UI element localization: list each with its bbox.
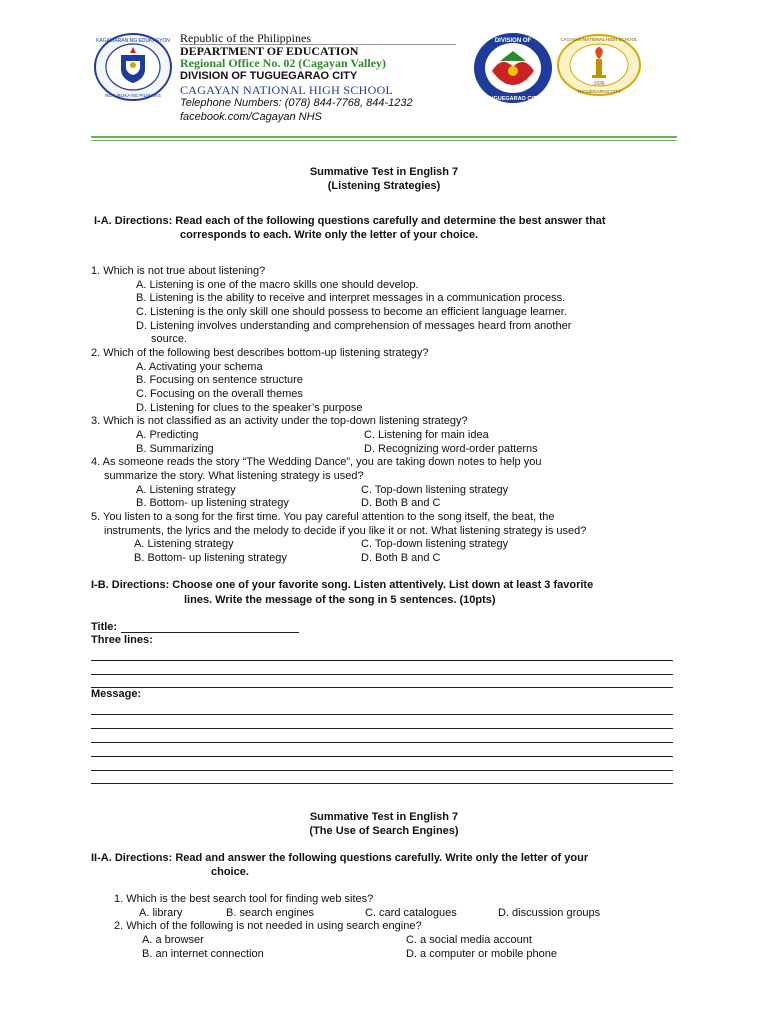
question-3-option-d: D. Recognizing word-order patterns bbox=[364, 443, 538, 455]
search-question-1: 1. Which is the best search tool for finding web sites? bbox=[114, 893, 374, 905]
test2-subtitle: (The Use of Search Engines) bbox=[309, 825, 459, 837]
deped-seal-bottom-text: REPUBLIKA NG PILIPINAS bbox=[105, 93, 161, 98]
question-5: 5. You listen to a song for the first time. You pay careful attention to the song itself, the beat, the bbox=[91, 511, 555, 523]
school-seal-icon bbox=[556, 33, 642, 97]
search-question-2-option-c: C. a social media account bbox=[406, 934, 532, 946]
region-line: Regional Office No. 02 (Cagayan Valley) bbox=[180, 56, 386, 70]
message-blank-4[interactable] bbox=[91, 756, 673, 757]
message-blank-2[interactable] bbox=[91, 728, 673, 729]
question-2-option-c: C. Focusing on the overall themes bbox=[136, 388, 303, 400]
republic-line: Republic of the Philippines bbox=[180, 31, 311, 45]
division-seal-bottom-text: TUGUEGARAO CITY bbox=[486, 96, 540, 102]
question-1: 1. Which is not true about listening? bbox=[91, 265, 266, 277]
question-5-option-b: B. Bottom- up listening strategy bbox=[134, 552, 287, 564]
question-2-option-d: D. Listening for clues to the speaker’s purpose bbox=[136, 402, 363, 414]
ia-directions-line1: I-A. Directions: Read each of the following questions carefully and determine the best answer that bbox=[94, 215, 606, 227]
deped-seal-ring-text: KAGAWARAN NG EDUKASYON bbox=[96, 38, 170, 44]
ib-directions-line2: lines. Write the message of the song in 5 sentences. (10pts) bbox=[184, 594, 496, 606]
ib-directions-line1: I-B. Directions: Choose one of your favorite song. Listen attentively. List down at least 3 favorite bbox=[91, 579, 594, 591]
title-label: Title: bbox=[91, 621, 118, 633]
question-2-option-b: B. Focusing on sentence structure bbox=[136, 374, 303, 386]
search-question-1-option-c: C. card catalogues bbox=[365, 907, 457, 919]
question-1-option-d-cont: source. bbox=[151, 333, 188, 345]
search-question-2-option-b: B. an internet connection bbox=[142, 948, 264, 960]
question-1-option-c: C. Listening is the only skill one should possess to become an efficient language learner. bbox=[136, 306, 567, 318]
message-blank-5[interactable] bbox=[91, 770, 673, 771]
school-seal-bottom-text: TUGUEGARAO CITY bbox=[577, 89, 621, 94]
question-1-option-b: B. Listening is the ability to receive and interpret messages in a communication process. bbox=[136, 292, 566, 304]
question-2-option-a: A. Activating your schema bbox=[136, 361, 263, 373]
question-4-option-d: D. Both B and C bbox=[361, 497, 441, 509]
question-3-option-c: C. Listening for main idea bbox=[364, 429, 489, 441]
question-5-cont: instruments, the lyrics and the melody to decide if you like it or not. What listening strategy is used? bbox=[104, 525, 587, 537]
iia-directions-line1: II-A. Directions: Read and answer the following questions carefully. Write only the letter of your bbox=[91, 852, 589, 864]
search-question-2-option-d: D. a computer or mobile phone bbox=[406, 948, 558, 960]
search-question-1-option-b: B. search engines bbox=[226, 907, 315, 919]
division-seal-icon bbox=[472, 31, 554, 105]
test1-subtitle: (Listening Strategies) bbox=[327, 180, 441, 192]
three-lines-blank-2[interactable] bbox=[91, 674, 673, 675]
iia-directions-line2: choice. bbox=[211, 866, 249, 878]
question-2: 2. Which of the following best describes bottom-up listening strategy? bbox=[91, 347, 429, 359]
ia-directions-line2: corresponds to each. Write only the letter of your choice. bbox=[180, 229, 479, 241]
school-seal-top-text: CAGAYAN NATIONAL HIGH SCHOOL bbox=[560, 37, 638, 42]
question-3-option-b: B. Summarizing bbox=[136, 443, 214, 455]
school-line: CAGAYAN NATIONAL HIGH SCHOOL bbox=[180, 83, 394, 97]
question-5-option-a: A. Listening strategy bbox=[134, 538, 234, 550]
question-5-option-c: C. Top-down listening strategy bbox=[361, 538, 509, 550]
search-question-1-option-d: D. discussion groups bbox=[498, 907, 601, 919]
message-blank-6[interactable] bbox=[91, 783, 673, 784]
title-blank[interactable] bbox=[121, 632, 299, 633]
test2-title: Summative Test in English 7 bbox=[309, 811, 459, 823]
question-1-option-a: A. Listening is one of the macro skills one should develop. bbox=[136, 279, 419, 291]
header-rule-bottom bbox=[91, 140, 677, 141]
question-4-option-a: A. Listening strategy bbox=[136, 484, 236, 496]
test1-title: Summative Test in English 7 bbox=[309, 166, 459, 178]
message-blank-1[interactable] bbox=[91, 714, 673, 715]
message-blank-3[interactable] bbox=[91, 742, 673, 743]
telephone-line: Telephone Numbers: (078) 844-7768, 844-1232 bbox=[180, 97, 413, 109]
deped-seal-icon bbox=[93, 33, 173, 101]
message-label: Message: bbox=[91, 688, 142, 700]
three-lines-label: Three lines: bbox=[91, 634, 153, 646]
facebook-line: facebook.com/Cagayan NHS bbox=[180, 111, 322, 123]
school-seal-year: 1926 bbox=[593, 81, 605, 87]
search-question-1-option-a: A. library bbox=[139, 907, 183, 919]
question-1-option-d: D. Listening involves understanding and comprehension of messages heard from another bbox=[136, 320, 572, 332]
header-rule-top bbox=[91, 136, 677, 138]
department-line: DEPARTMENT OF EDUCATION bbox=[180, 44, 359, 58]
question-3-option-a: A. Predicting bbox=[136, 429, 199, 441]
question-4: 4. As someone reads the story “The Wedding Dance”, you are taking down notes to help you bbox=[91, 456, 542, 468]
three-lines-blank-3[interactable] bbox=[91, 687, 673, 688]
question-4-option-c: C. Top-down listening strategy bbox=[361, 484, 509, 496]
division-line: DIVISION OF TUGUEGARAO CITY bbox=[180, 70, 358, 82]
search-question-2-option-a: A. a browser bbox=[142, 934, 204, 946]
search-question-2: 2. Which of the following is not needed in using search engine? bbox=[114, 920, 422, 932]
question-5-option-d: D. Both B and C bbox=[361, 552, 441, 564]
three-lines-blank-1[interactable] bbox=[91, 660, 673, 661]
division-seal-top-text: DIVISION OF bbox=[494, 38, 532, 44]
question-3: 3. Which is not classified as an activity under the top-down listening strategy? bbox=[91, 415, 468, 427]
question-4-cont: summarize the story. What listening strategy is used? bbox=[104, 470, 364, 482]
question-4-option-b: B. Bottom- up listening strategy bbox=[136, 497, 289, 509]
